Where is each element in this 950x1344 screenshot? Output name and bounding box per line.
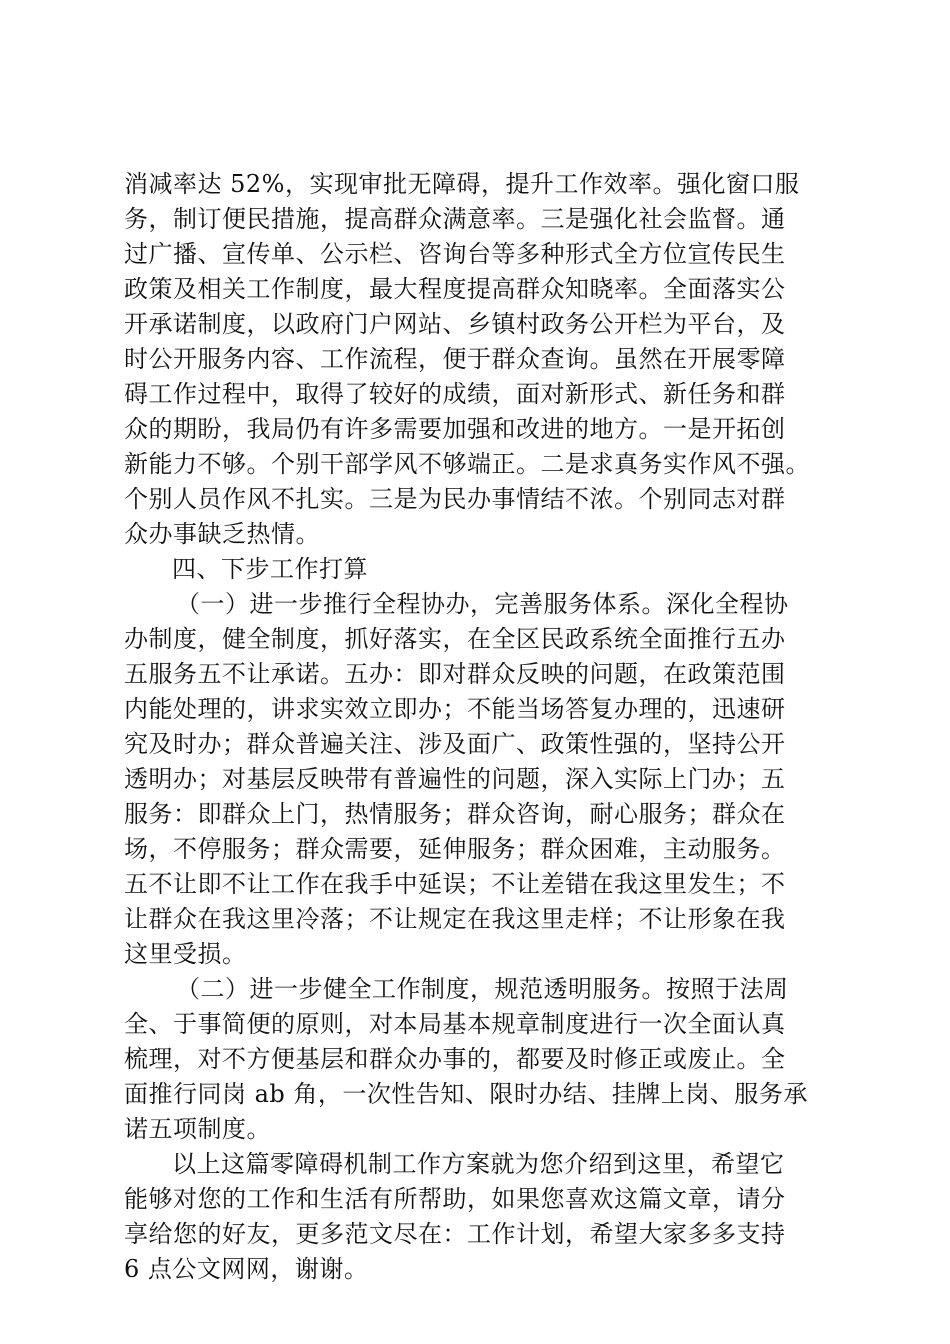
text-line: 享给您的好友，更多范文尽在：工作计划，希望大家多多支持 — [124, 1220, 786, 1248]
text-line: 场，不停服务；群众需要，延伸服务；群众困难，主动服务。 — [124, 835, 786, 863]
text-line: 面推行同岗 ab 角，一次性告知、限时办结、挂牌上岗、服务承 — [124, 1080, 808, 1108]
text-line: 时公开服务内容、工作流程，便于群众查询。虽然在开展零障 — [124, 345, 786, 373]
text-line: 这里受损。 — [124, 940, 247, 968]
text-line: 让群众在我这里冷落；不让规定在我这里走样；不让形象在我 — [124, 905, 786, 933]
text-line: 碍工作过程中，取得了较好的成绩，面对新形式、新任务和群 — [124, 380, 786, 408]
text-line: 五服务五不让承诺。五办：即对群众反映的问题，在政策范围 — [124, 660, 786, 688]
text-line: 务，制订便民措施，提高群众满意率。三是强化社会监督。通 — [124, 205, 786, 233]
text-line: 全、于事简便的原则，对本局基本规章制度进行一次全面认真 — [124, 1010, 786, 1038]
text-line: 消减率达 52%，实现审批无障碍，提升工作效率。强化窗口服 — [124, 170, 800, 198]
text-line: 透明办；对基层反映带有普遍性的问题，深入实际上门办；五 — [124, 765, 786, 793]
text-line: （一）进一步推行全程协办，完善服务体系。深化全程协 — [176, 590, 789, 618]
text-line: 内能处理的，讲求实效立即办；不能当场答复办理的，迅速研 — [124, 695, 786, 723]
text-line: 能够对您的工作和生活有所帮助，如果您喜欢这篇文章，请分 — [124, 1185, 786, 1213]
text-line: 众的期盼，我局仍有许多需要加强和改进的地方。一是开拓创 — [124, 415, 786, 443]
text-line: 办制度，健全制度，抓好落实，在全区民政系统全面推行五办 — [124, 625, 786, 653]
text-line: 服务：即群众上门，热情服务；群众咨询，耐心服务；群众在 — [124, 800, 786, 828]
text-line: 梳理，对不方便基层和群众办事的，都要及时修正或废止。全 — [124, 1045, 786, 1073]
text-line: 新能力不够。个别干部学风不够端正。二是求真务实作风不强。 — [124, 450, 810, 478]
text-line: 政策及相关工作制度，最大程度提高群众知晓率。全面落实公 — [124, 275, 786, 303]
text-line: 以上这篇零障碍机制工作方案就为您介绍到这里，希望它 — [172, 1150, 785, 1178]
text-line: 6 点公文网网，谢谢。 — [124, 1255, 369, 1283]
text-line: （二）进一步健全工作制度，规范透明服务。按照于法周 — [176, 975, 789, 1003]
text-line: 过广播、宣传单、公示栏、咨询台等多种形式全方位宣传民生 — [124, 240, 786, 268]
section-heading: 四、下步工作打算 — [172, 555, 368, 583]
text-line: 个别人员作风不扎实。三是为民办事情结不浓。个别同志对群 — [124, 485, 786, 513]
text-line: 开承诺制度，以政府门户网站、乡镇村政务公开栏为平台，及 — [124, 310, 786, 338]
text-line: 究及时办；群众普遍关注、涉及面广、政策性强的，坚持公开 — [124, 730, 786, 758]
text-line: 众办事缺乏热情。 — [124, 520, 320, 548]
text-line: 诺五项制度。 — [124, 1115, 271, 1143]
text-line: 五不让即不让工作在我手中延误；不让差错在我这里发生；不 — [124, 870, 786, 898]
